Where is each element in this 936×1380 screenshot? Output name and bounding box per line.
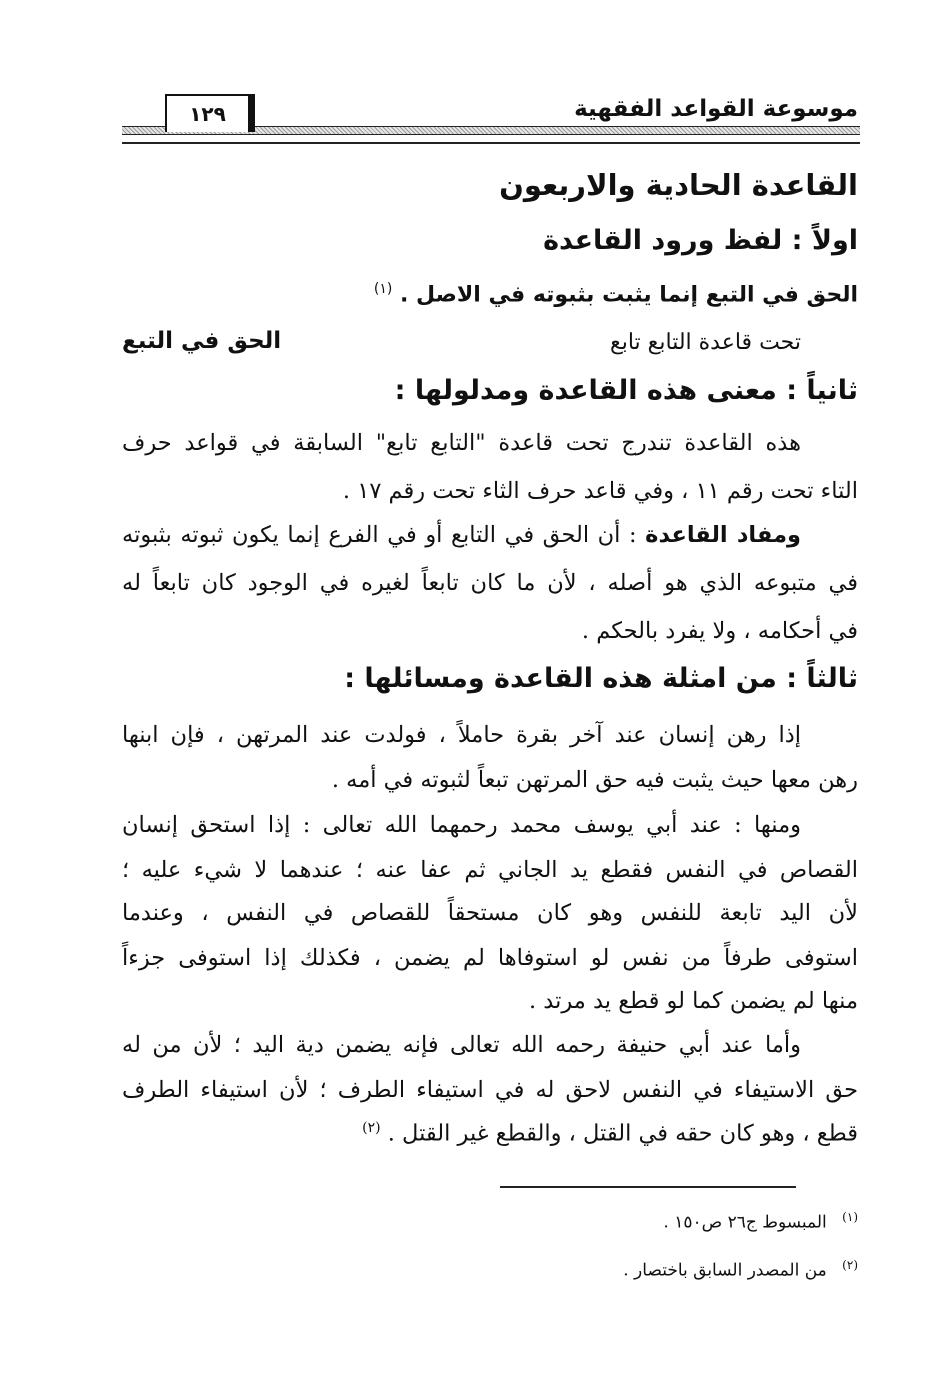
footnote-mark: (٢) bbox=[842, 1258, 858, 1272]
paragraph-line: إذا رهن إنسان عند آخر بقرة حاملاً ، فولدت عند المرتهن ، فإن ابنها bbox=[122, 722, 801, 748]
paragraph-line bbox=[122, 1120, 858, 1147]
running-header-title: موسوعة القواعد الفقهية bbox=[574, 96, 858, 122]
footnote-text: من المصدر السابق باختصار . bbox=[623, 1260, 827, 1281]
paragraph-line: القصاص في النفس فقطع يد الجاني ثم عفا عنه ؛ عندهما لا شيء عليه ؛ bbox=[122, 857, 858, 883]
paragraph-line bbox=[122, 522, 801, 548]
rule-statement-text: الحق في التبع إنما يثبت بثبوته في الاصل . bbox=[400, 282, 858, 308]
footnote-mark: (١) bbox=[842, 1210, 858, 1224]
section-heading-1: اولاً : لفظ ورود القاعدة bbox=[543, 225, 858, 256]
paragraph-text: قطع ، وهو كان حقه في القتل ، والقطع غير القتل . bbox=[387, 1120, 858, 1147]
paragraph-line: التاء تحت رقم ١١ ، وفي قاعد حرف الثاء تحت رقم ١٧ . bbox=[342, 478, 858, 504]
footnote-separator bbox=[500, 1186, 796, 1188]
page-number-box bbox=[165, 94, 255, 132]
section-heading-2: ثانياً : معنى هذه القاعدة ومدلولها : bbox=[394, 375, 858, 406]
under-rule-text: تحت قاعدة التابع تابع bbox=[610, 330, 801, 355]
margin-label: الحق في التبع bbox=[122, 328, 282, 354]
footnote-ref-1: (١) bbox=[373, 281, 393, 297]
paragraph-line: في أحكامه ، ولا يفرد بالحكم . bbox=[581, 618, 858, 644]
paragraph-line: حق الاستيفاء في النفس لاحق له في استيفاء الطرف ؛ لأن استيفاء الطرف bbox=[122, 1077, 858, 1103]
rule-statement bbox=[374, 281, 858, 307]
paragraph-line: منها لم يضمن كما لو قطع يد مرتد . bbox=[528, 988, 858, 1014]
paragraph-text: : أن الحق في التابع أو في الفرع إنما يكون ثبوته بثبوته bbox=[122, 522, 646, 548]
page-number: ١٢٩ bbox=[189, 102, 226, 126]
rule-title: القاعدة الحادية والاربعون bbox=[499, 168, 858, 202]
paragraph-line: استوفى طرفاً من نفس لو استوفاها لم يضمن ، فكذلك إذا استوفى جزءاً bbox=[122, 945, 858, 971]
header-rule bbox=[122, 142, 860, 144]
footnote-2 bbox=[623, 1258, 858, 1281]
section-heading-3: ثالثاً : من امثلة هذه القاعدة ومسائلها : bbox=[344, 663, 858, 694]
inline-bold-label: ومفاد القاعدة bbox=[645, 522, 801, 548]
paragraph-line: في متبوعه الذي هو أصله ، لأن ما كان تابعاً لغيره في الوجود كان تابعاً له bbox=[122, 570, 858, 596]
paragraph-line: لأن اليد تابعة للنفس وهو كان مستحقاً للقصاص في النفس ، وعندما bbox=[122, 900, 858, 926]
paragraph-line: رهن معها حيث يثبت فيه حق المرتهن تبعاً لثبوته في أمه . bbox=[331, 767, 858, 793]
paragraph-line: ومنها : عند أبي يوسف محمد رحمهما الله تعالى : إذا استحق إنسان bbox=[122, 812, 801, 838]
footnote-1 bbox=[663, 1210, 858, 1233]
footnote-text: المبسوط ج٢٦ ص١٥٠ . bbox=[663, 1212, 827, 1233]
paragraph-line: وأما عند أبي حنيفة رحمه الله تعالى فإنه يضمن دية اليد ؛ لأن من له bbox=[122, 1032, 801, 1058]
footnote-ref-2: (٢) bbox=[362, 1120, 381, 1136]
paragraph-line: هذه القاعدة تندرج تحت قاعدة "التابع تابع" السابقة في قواعد حرف bbox=[122, 430, 801, 456]
